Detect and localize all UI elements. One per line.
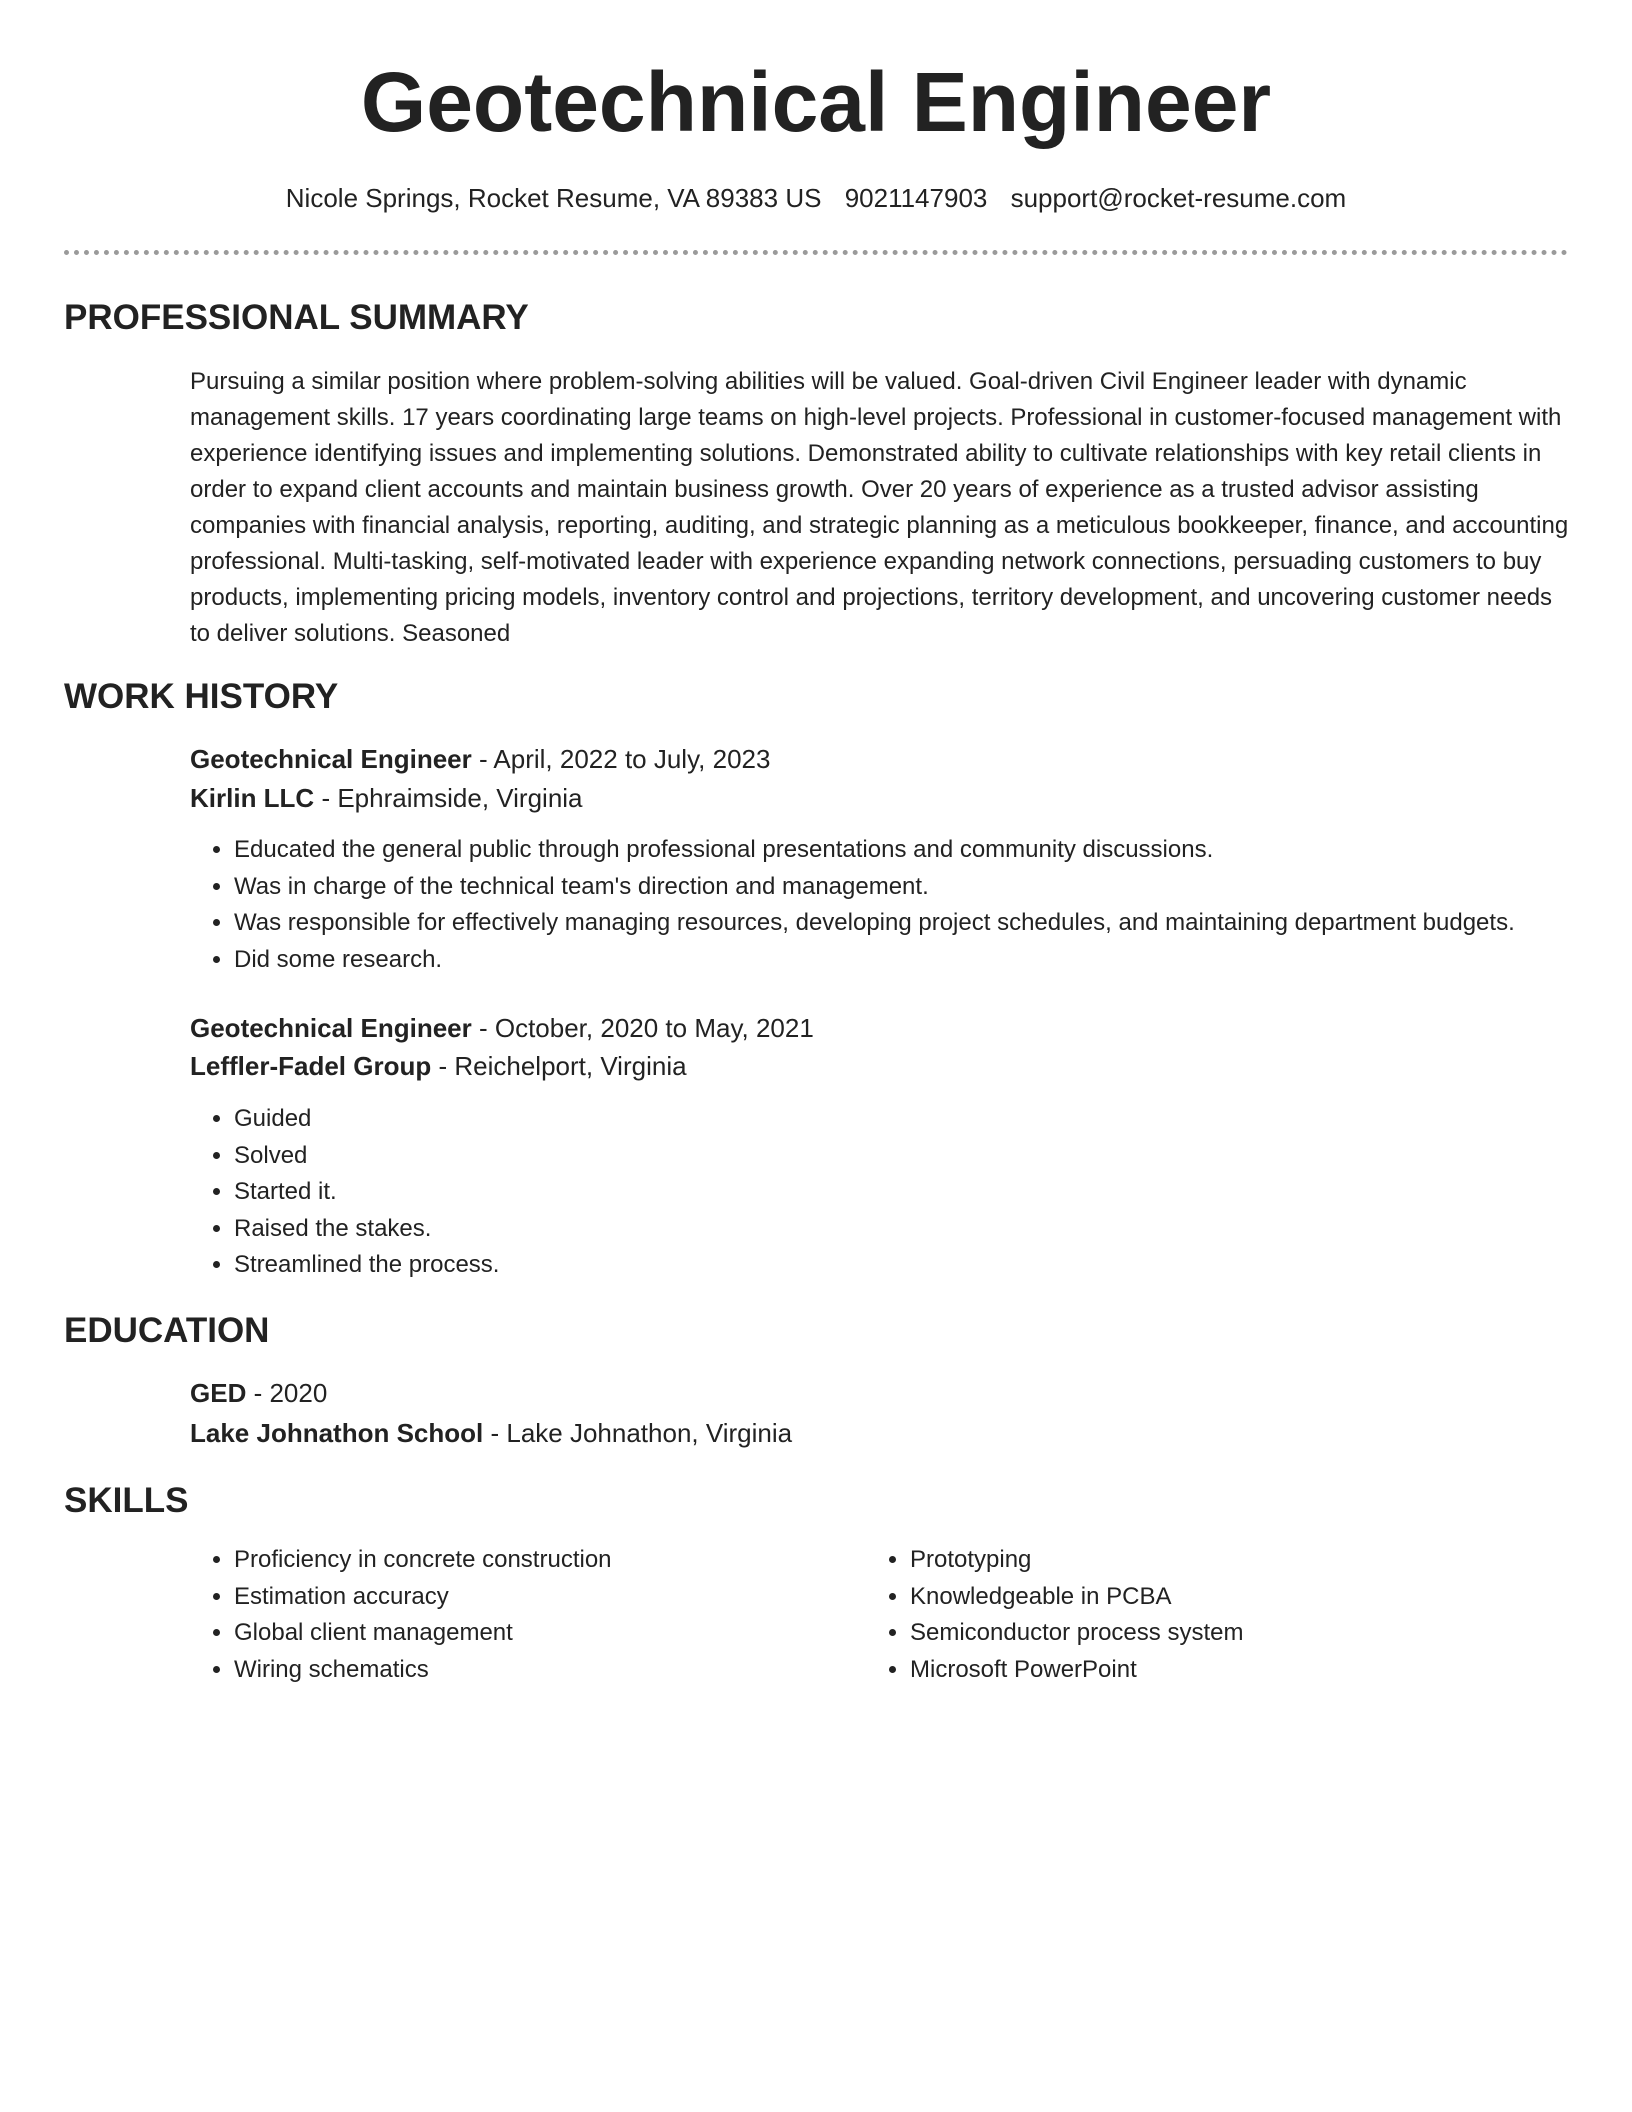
- education-location: - Lake Johnathon, Virginia: [483, 1418, 793, 1448]
- education-degree: GED: [190, 1378, 247, 1408]
- education-heading: EDUCATION: [64, 1311, 270, 1350]
- job-1-company: Kirlin LLC: [190, 783, 315, 813]
- list-item: • Streamlined the process.: [234, 1247, 1632, 1284]
- list-item: • Semiconductor process system: [910, 1615, 1530, 1652]
- contact-line: [0, 180, 1632, 216]
- list-item: • Solved: [234, 1138, 1632, 1175]
- summary-text: Pursuing a similar position where problem-solving abilities will be valued. Goal-driven Civil Engineer leader with dynamic management skills. 17 years coordinating large teams on high-level projects. Professional in customer-focused management with experience identifying issues and implementing solutions. Demonstrated ability to cultivate relationships with key retail clients in order to expand client accounts and maintain business growth. Over 20 years of experience as a trusted advisor assisting companies with financial analysis, reporting, auditing, and strategic planning as a meticulous bookkeeper, finance, and accounting professional. Multi-tasking, self-motivated leader with experience expanding network connections, persuading customers to buy products, implementing pricing models, inventory control and projections, territory development, and uncovering customer needs to deliver solutions. Seasoned: [190, 368, 1569, 647]
- list-item: • Proficiency in concrete construction: [234, 1542, 854, 1579]
- list-item: • Was in charge of the technical team's direction and management.: [234, 869, 1632, 906]
- list-item: • Prototyping: [910, 1542, 1530, 1579]
- list-item: • Raised the stakes.: [234, 1211, 1632, 1248]
- list-item: • Estimation accuracy: [234, 1579, 854, 1616]
- list-item: • Guided: [234, 1101, 1632, 1138]
- work-history-heading: WORK HISTORY: [64, 677, 339, 716]
- list-item: • Did some research.: [234, 942, 1632, 979]
- job-1-location: - Ephraimside, Virginia: [314, 783, 583, 813]
- education-year: - 2020: [246, 1378, 328, 1408]
- skills-right-list: [866, 1542, 1530, 1688]
- job-1-role: Geotechnical Engineer: [190, 744, 472, 774]
- contact-address: Nicole Springs, Rocket Resume, VA 89383 US: [285, 183, 822, 213]
- job-1-company-line: [190, 779, 583, 817]
- job-2-role: Geotechnical Engineer: [190, 1013, 472, 1043]
- job-2-bullets: [190, 1101, 1632, 1284]
- job-2-title-line: [190, 1009, 814, 1047]
- contact-email: support@rocket-resume.com: [1010, 183, 1347, 213]
- list-item: • Microsoft PowerPoint: [910, 1652, 1530, 1689]
- list-item: • Was responsible for effectively managing resources, developing project schedules, and maintaining department budgets.: [234, 905, 1632, 942]
- education-school: Lake Johnathon School: [190, 1418, 484, 1448]
- list-item: • Knowledgeable in PCBA: [910, 1579, 1530, 1616]
- skills-heading: SKILLS: [64, 1481, 189, 1520]
- list-item: • Global client management: [234, 1615, 854, 1652]
- candidate-name: Geotechnical Engineer: [360, 55, 1272, 149]
- list-item: • Wiring schematics: [234, 1652, 854, 1689]
- job-2-dates: - October, 2020 to May, 2021: [471, 1013, 814, 1043]
- job-1-bullets: [190, 832, 1632, 978]
- education-degree-line: [190, 1374, 327, 1412]
- job-1-title-line: [190, 740, 770, 778]
- job-2-location: - Reichelport, Virginia: [431, 1051, 687, 1081]
- education-school-line: [190, 1414, 792, 1452]
- list-item: • Started it.: [234, 1174, 1632, 1211]
- list-item: • Educated the general public through professional presentations and community discussions.: [234, 832, 1632, 869]
- job-2-company-line: [190, 1047, 687, 1085]
- job-2-company: Leffler-Fadel Group: [190, 1051, 432, 1081]
- job-1-dates: - April, 2022 to July, 2023: [471, 744, 771, 774]
- contact-phone: 9021147903: [844, 183, 988, 213]
- summary-heading: PROFESSIONAL SUMMARY: [64, 298, 529, 337]
- skills-left-list: [190, 1542, 854, 1688]
- header-divider: [64, 250, 1568, 255]
